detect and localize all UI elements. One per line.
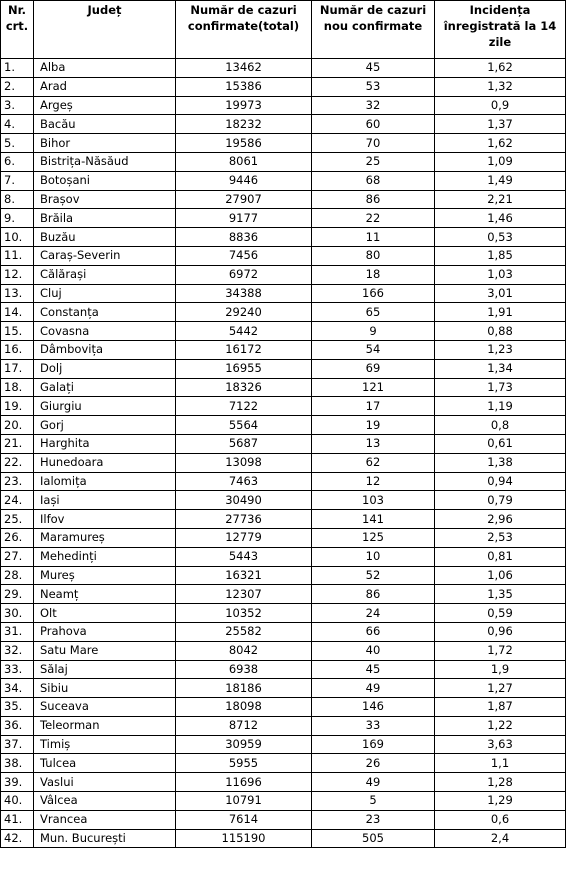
row-number-cell: 26. — [1, 528, 34, 547]
new-confirmed-cell: 25 — [312, 152, 435, 171]
row-number-cell: 7. — [1, 171, 34, 190]
header-judet: Județ — [34, 1, 176, 59]
total-confirmed-cell: 19973 — [176, 96, 312, 115]
table-row — [1, 378, 566, 397]
new-confirmed-cell: 10 — [312, 547, 435, 566]
incidence-14-days-cell: 1,87 — [435, 698, 566, 717]
row-number-cell: 40. — [1, 792, 34, 811]
total-confirmed-cell: 5443 — [176, 547, 312, 566]
table-body — [1, 59, 566, 848]
incidence-14-days-cell: 1,28 — [435, 773, 566, 792]
county-name-cell: Vâlcea — [34, 792, 176, 811]
total-confirmed-cell: 8712 — [176, 716, 312, 735]
table-row — [1, 434, 566, 453]
total-confirmed-cell: 13462 — [176, 59, 312, 78]
county-name-cell: Călărași — [34, 265, 176, 284]
incidence-14-days-cell: 1,72 — [435, 641, 566, 660]
table-row — [1, 340, 566, 359]
total-confirmed-cell: 16955 — [176, 359, 312, 378]
row-number-cell: 28. — [1, 566, 34, 585]
new-confirmed-cell: 54 — [312, 340, 435, 359]
row-number-cell: 20. — [1, 416, 34, 435]
county-name-cell: Arad — [34, 77, 176, 96]
incidence-14-days-cell: 0,96 — [435, 622, 566, 641]
table-row — [1, 604, 566, 623]
county-name-cell: Alba — [34, 59, 176, 78]
county-name-cell: Olt — [34, 604, 176, 623]
incidence-14-days-cell: 1,37 — [435, 115, 566, 134]
county-name-cell: Constanța — [34, 303, 176, 322]
total-confirmed-cell: 12779 — [176, 528, 312, 547]
table-row — [1, 359, 566, 378]
county-name-cell: Satu Mare — [34, 641, 176, 660]
row-number-cell: 15. — [1, 322, 34, 341]
new-confirmed-cell: 86 — [312, 585, 435, 604]
new-confirmed-cell: 17 — [312, 397, 435, 416]
table-row — [1, 792, 566, 811]
table-row — [1, 322, 566, 341]
county-name-cell: Covasna — [34, 322, 176, 341]
row-number-cell: 12. — [1, 265, 34, 284]
table-row — [1, 246, 566, 265]
incidence-14-days-cell: 0,59 — [435, 604, 566, 623]
table-row — [1, 59, 566, 78]
total-confirmed-cell: 8061 — [176, 152, 312, 171]
table-row — [1, 773, 566, 792]
total-confirmed-cell: 30490 — [176, 491, 312, 510]
new-confirmed-cell: 13 — [312, 434, 435, 453]
row-number-cell: 16. — [1, 340, 34, 359]
county-name-cell: Maramureș — [34, 528, 176, 547]
incidence-14-days-cell: 0,81 — [435, 547, 566, 566]
incidence-14-days-cell: 0,9 — [435, 96, 566, 115]
total-confirmed-cell: 16321 — [176, 566, 312, 585]
new-confirmed-cell: 125 — [312, 528, 435, 547]
table-row — [1, 472, 566, 491]
row-number-cell: 4. — [1, 115, 34, 134]
new-confirmed-cell: 49 — [312, 679, 435, 698]
table-row — [1, 622, 566, 641]
table-row — [1, 585, 566, 604]
row-number-cell: 5. — [1, 134, 34, 153]
new-confirmed-cell: 9 — [312, 322, 435, 341]
new-confirmed-cell: 60 — [312, 115, 435, 134]
table-header — [1, 1, 566, 59]
table-row — [1, 735, 566, 754]
county-name-cell: Dolj — [34, 359, 176, 378]
header-row — [1, 1, 566, 59]
incidence-14-days-cell: 1,09 — [435, 152, 566, 171]
new-confirmed-cell: 62 — [312, 453, 435, 472]
incidence-14-days-cell: 2,53 — [435, 528, 566, 547]
county-name-cell: Vrancea — [34, 810, 176, 829]
row-number-cell: 3. — [1, 96, 34, 115]
incidence-14-days-cell: 1,34 — [435, 359, 566, 378]
table-row — [1, 416, 566, 435]
county-name-cell: Vaslui — [34, 773, 176, 792]
incidence-14-days-cell: 0,8 — [435, 416, 566, 435]
incidence-14-days-cell: 1,06 — [435, 566, 566, 585]
total-confirmed-cell: 7122 — [176, 397, 312, 416]
row-number-cell: 8. — [1, 190, 34, 209]
table-row — [1, 190, 566, 209]
new-confirmed-cell: 68 — [312, 171, 435, 190]
row-number-cell: 24. — [1, 491, 34, 510]
county-name-cell: Iași — [34, 491, 176, 510]
total-confirmed-cell: 18232 — [176, 115, 312, 134]
total-confirmed-cell: 10352 — [176, 604, 312, 623]
table-row — [1, 303, 566, 322]
row-number-cell: 22. — [1, 453, 34, 472]
new-confirmed-cell: 169 — [312, 735, 435, 754]
row-number-cell: 19. — [1, 397, 34, 416]
total-confirmed-cell: 8042 — [176, 641, 312, 660]
new-confirmed-cell: 70 — [312, 134, 435, 153]
row-number-cell: 1. — [1, 59, 34, 78]
incidence-14-days-cell: 1,62 — [435, 134, 566, 153]
new-confirmed-cell: 53 — [312, 77, 435, 96]
total-confirmed-cell: 5955 — [176, 754, 312, 773]
new-confirmed-cell: 146 — [312, 698, 435, 717]
table-row — [1, 115, 566, 134]
row-number-cell: 21. — [1, 434, 34, 453]
row-number-cell: 30. — [1, 604, 34, 623]
county-name-cell: Prahova — [34, 622, 176, 641]
county-name-cell: Teleorman — [34, 716, 176, 735]
new-confirmed-cell: 66 — [312, 622, 435, 641]
total-confirmed-cell: 7456 — [176, 246, 312, 265]
total-confirmed-cell: 29240 — [176, 303, 312, 322]
table-row — [1, 810, 566, 829]
county-name-cell: Sălaj — [34, 660, 176, 679]
incidence-14-days-cell: 3,01 — [435, 284, 566, 303]
county-name-cell: Dâmbovița — [34, 340, 176, 359]
row-number-cell: 33. — [1, 660, 34, 679]
new-confirmed-cell: 86 — [312, 190, 435, 209]
incidence-14-days-cell: 1,62 — [435, 59, 566, 78]
header-total-confirmed: Număr de cazuri confirmate(total) — [176, 1, 312, 59]
table-row — [1, 453, 566, 472]
incidence-14-days-cell: 0,94 — [435, 472, 566, 491]
row-number-cell: 34. — [1, 679, 34, 698]
incidence-14-days-cell: 1,23 — [435, 340, 566, 359]
table-row — [1, 228, 566, 247]
total-confirmed-cell: 27907 — [176, 190, 312, 209]
county-name-cell: Galați — [34, 378, 176, 397]
incidence-14-days-cell: 1,35 — [435, 585, 566, 604]
incidence-14-days-cell: 0,6 — [435, 810, 566, 829]
incidence-14-days-cell: 2,21 — [435, 190, 566, 209]
row-number-cell: 25. — [1, 510, 34, 529]
new-confirmed-cell: 166 — [312, 284, 435, 303]
total-confirmed-cell: 34388 — [176, 284, 312, 303]
row-number-cell: 37. — [1, 735, 34, 754]
total-confirmed-cell: 5564 — [176, 416, 312, 435]
row-number-cell: 31. — [1, 622, 34, 641]
total-confirmed-cell: 5442 — [176, 322, 312, 341]
county-name-cell: Mun. București — [34, 829, 176, 848]
table-row — [1, 171, 566, 190]
new-confirmed-cell: 32 — [312, 96, 435, 115]
new-confirmed-cell: 12 — [312, 472, 435, 491]
county-name-cell: Suceava — [34, 698, 176, 717]
incidence-14-days-cell: 1,03 — [435, 265, 566, 284]
row-number-cell: 11. — [1, 246, 34, 265]
total-confirmed-cell: 9446 — [176, 171, 312, 190]
table-row — [1, 209, 566, 228]
county-name-cell: Ilfov — [34, 510, 176, 529]
new-confirmed-cell: 19 — [312, 416, 435, 435]
total-confirmed-cell: 19586 — [176, 134, 312, 153]
total-confirmed-cell: 15386 — [176, 77, 312, 96]
table-row — [1, 510, 566, 529]
row-number-cell: 27. — [1, 547, 34, 566]
row-number-cell: 13. — [1, 284, 34, 303]
total-confirmed-cell: 13098 — [176, 453, 312, 472]
new-confirmed-cell: 11 — [312, 228, 435, 247]
table-row — [1, 566, 566, 585]
incidence-14-days-cell: 1,38 — [435, 453, 566, 472]
county-name-cell: Argeș — [34, 96, 176, 115]
table-row — [1, 528, 566, 547]
total-confirmed-cell: 12307 — [176, 585, 312, 604]
total-confirmed-cell: 115190 — [176, 829, 312, 848]
total-confirmed-cell: 18098 — [176, 698, 312, 717]
table-row — [1, 716, 566, 735]
county-name-cell: Mehedinți — [34, 547, 176, 566]
table-row — [1, 698, 566, 717]
new-confirmed-cell: 49 — [312, 773, 435, 792]
row-number-cell: 36. — [1, 716, 34, 735]
total-confirmed-cell: 30959 — [176, 735, 312, 754]
row-number-cell: 9. — [1, 209, 34, 228]
total-confirmed-cell: 6938 — [176, 660, 312, 679]
total-confirmed-cell: 9177 — [176, 209, 312, 228]
incidence-14-days-cell: 1,85 — [435, 246, 566, 265]
incidence-14-days-cell: 1,32 — [435, 77, 566, 96]
new-confirmed-cell: 26 — [312, 754, 435, 773]
new-confirmed-cell: 45 — [312, 660, 435, 679]
incidence-14-days-cell: 1,19 — [435, 397, 566, 416]
table-row — [1, 660, 566, 679]
total-confirmed-cell: 6972 — [176, 265, 312, 284]
table-row — [1, 284, 566, 303]
new-confirmed-cell: 141 — [312, 510, 435, 529]
table-row — [1, 829, 566, 848]
county-name-cell: Caraș-Severin — [34, 246, 176, 265]
new-confirmed-cell: 80 — [312, 246, 435, 265]
row-number-cell: 38. — [1, 754, 34, 773]
row-number-cell: 32. — [1, 641, 34, 660]
county-name-cell: Giurgiu — [34, 397, 176, 416]
row-number-cell: 6. — [1, 152, 34, 171]
total-confirmed-cell: 16172 — [176, 340, 312, 359]
header-nr-crt: Nr. crt. — [1, 1, 34, 59]
county-name-cell: Buzău — [34, 228, 176, 247]
incidence-14-days-cell: 3,63 — [435, 735, 566, 754]
incidence-14-days-cell: 2,4 — [435, 829, 566, 848]
row-number-cell: 10. — [1, 228, 34, 247]
county-name-cell: Cluj — [34, 284, 176, 303]
new-confirmed-cell: 69 — [312, 359, 435, 378]
row-number-cell: 39. — [1, 773, 34, 792]
incidence-14-days-cell: 1,73 — [435, 378, 566, 397]
total-confirmed-cell: 7463 — [176, 472, 312, 491]
row-number-cell: 29. — [1, 585, 34, 604]
total-confirmed-cell: 8836 — [176, 228, 312, 247]
total-confirmed-cell: 11696 — [176, 773, 312, 792]
county-name-cell: Timiș — [34, 735, 176, 754]
county-name-cell: Gorj — [34, 416, 176, 435]
incidence-14-days-cell: 0,79 — [435, 491, 566, 510]
table-row — [1, 641, 566, 660]
table-row — [1, 134, 566, 153]
county-name-cell: Bihor — [34, 134, 176, 153]
table-row — [1, 679, 566, 698]
county-name-cell: Bistrița-Năsăud — [34, 152, 176, 171]
row-number-cell: 18. — [1, 378, 34, 397]
header-incidence-14-days: Incidența înregistrată la 14 zile — [435, 1, 566, 59]
incidence-14-days-cell: 1,22 — [435, 716, 566, 735]
new-confirmed-cell: 22 — [312, 209, 435, 228]
new-confirmed-cell: 24 — [312, 604, 435, 623]
row-number-cell: 23. — [1, 472, 34, 491]
incidence-14-days-cell: 0,88 — [435, 322, 566, 341]
total-confirmed-cell: 10791 — [176, 792, 312, 811]
incidence-14-days-cell: 1,1 — [435, 754, 566, 773]
incidence-14-days-cell: 1,29 — [435, 792, 566, 811]
total-confirmed-cell: 27736 — [176, 510, 312, 529]
row-number-cell: 41. — [1, 810, 34, 829]
incidence-14-days-cell: 1,27 — [435, 679, 566, 698]
new-confirmed-cell: 121 — [312, 378, 435, 397]
county-name-cell: Botoșani — [34, 171, 176, 190]
new-confirmed-cell: 505 — [312, 829, 435, 848]
new-confirmed-cell: 33 — [312, 716, 435, 735]
county-name-cell: Brașov — [34, 190, 176, 209]
county-name-cell: Bacău — [34, 115, 176, 134]
county-name-cell: Hunedoara — [34, 453, 176, 472]
county-name-cell: Sibiu — [34, 679, 176, 698]
row-number-cell: 2. — [1, 77, 34, 96]
county-name-cell: Tulcea — [34, 754, 176, 773]
incidence-14-days-cell: 0,53 — [435, 228, 566, 247]
incidence-14-days-cell: 2,96 — [435, 510, 566, 529]
county-name-cell: Harghita — [34, 434, 176, 453]
new-confirmed-cell: 18 — [312, 265, 435, 284]
table-row — [1, 152, 566, 171]
new-confirmed-cell: 45 — [312, 59, 435, 78]
county-name-cell: Ialomița — [34, 472, 176, 491]
table-row — [1, 754, 566, 773]
incidence-14-days-cell: 1,9 — [435, 660, 566, 679]
total-confirmed-cell: 7614 — [176, 810, 312, 829]
new-confirmed-cell: 52 — [312, 566, 435, 585]
total-confirmed-cell: 18326 — [176, 378, 312, 397]
header-new-confirmed: Număr de cazuri nou confirmate — [312, 1, 435, 59]
table-row — [1, 96, 566, 115]
county-name-cell: Mureș — [34, 566, 176, 585]
new-confirmed-cell: 23 — [312, 810, 435, 829]
incidence-14-days-cell: 1,91 — [435, 303, 566, 322]
table-row — [1, 397, 566, 416]
new-confirmed-cell: 65 — [312, 303, 435, 322]
total-confirmed-cell: 18186 — [176, 679, 312, 698]
incidence-14-days-cell: 1,49 — [435, 171, 566, 190]
row-number-cell: 35. — [1, 698, 34, 717]
total-confirmed-cell: 5687 — [176, 434, 312, 453]
county-name-cell: Neamț — [34, 585, 176, 604]
incidence-14-days-cell: 0,61 — [435, 434, 566, 453]
table-row — [1, 547, 566, 566]
new-confirmed-cell: 5 — [312, 792, 435, 811]
row-number-cell: 42. — [1, 829, 34, 848]
row-number-cell: 14. — [1, 303, 34, 322]
total-confirmed-cell: 25582 — [176, 622, 312, 641]
county-name-cell: Brăila — [34, 209, 176, 228]
table-row — [1, 77, 566, 96]
table-row — [1, 491, 566, 510]
new-confirmed-cell: 40 — [312, 641, 435, 660]
incidence-14-days-cell: 1,46 — [435, 209, 566, 228]
row-number-cell: 17. — [1, 359, 34, 378]
new-confirmed-cell: 103 — [312, 491, 435, 510]
table-row — [1, 265, 566, 284]
